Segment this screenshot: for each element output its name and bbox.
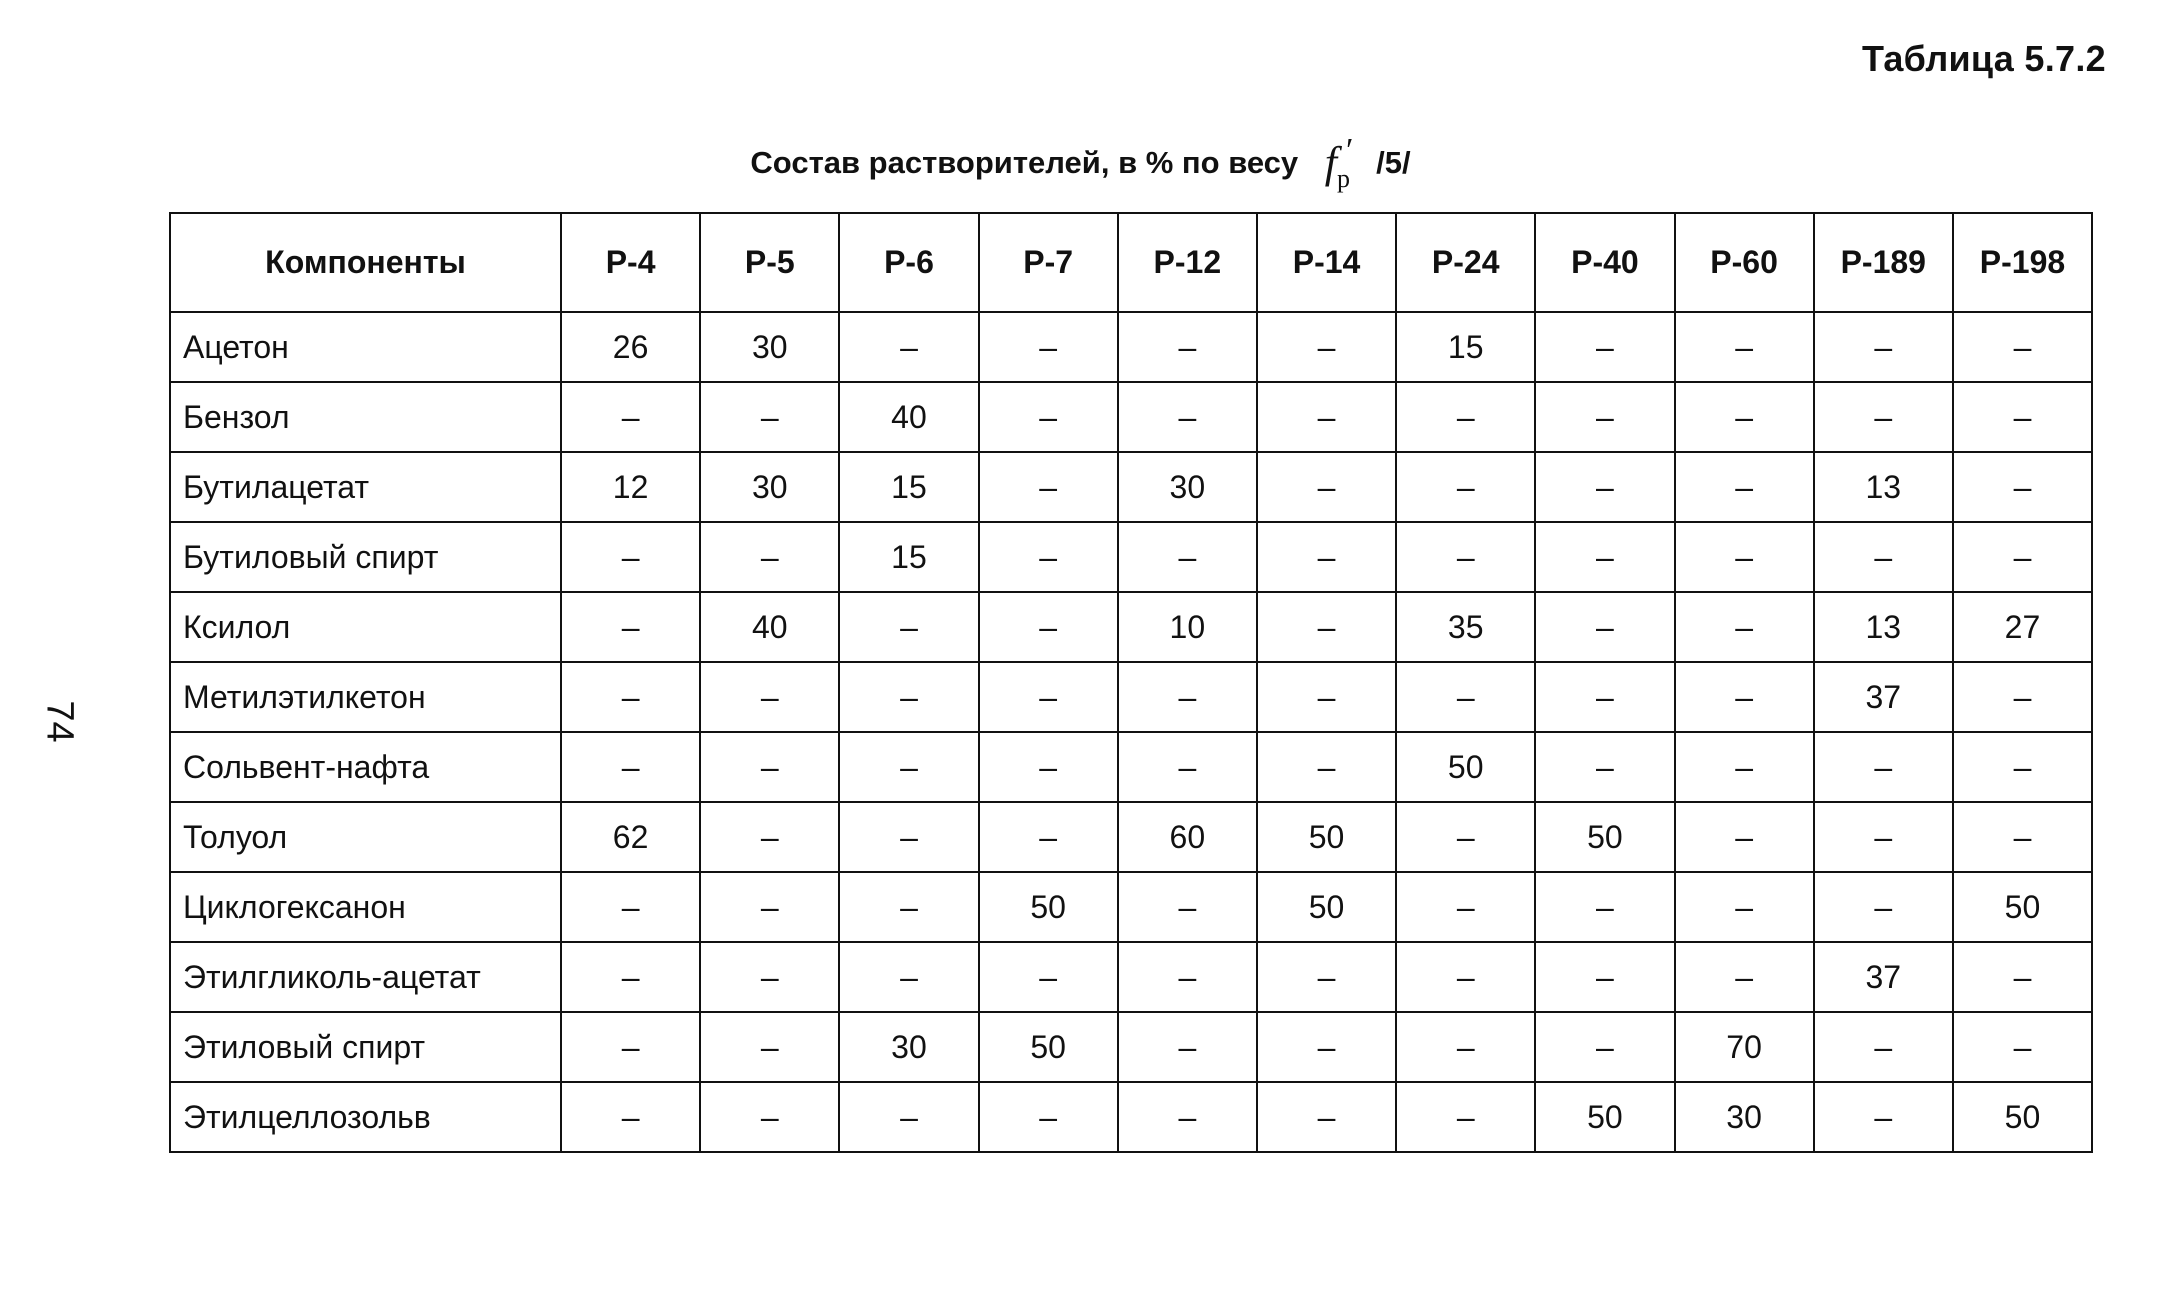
table-body	[170, 312, 2092, 1152]
value-cell: –	[1396, 382, 1535, 452]
value-cell: –	[1814, 802, 1953, 872]
value-cell: 50	[1396, 732, 1535, 802]
value-cell: –	[839, 592, 978, 662]
value-cell: –	[1257, 312, 1396, 382]
value-cell: –	[1953, 1012, 2092, 1082]
value-cell: –	[979, 382, 1118, 452]
value-cell: –	[700, 732, 839, 802]
value-cell: –	[839, 802, 978, 872]
value-cell: –	[1814, 732, 1953, 802]
value-cell: –	[979, 942, 1118, 1012]
value-cell: –	[1257, 1012, 1396, 1082]
value-cell: –	[1953, 312, 2092, 382]
value-cell: –	[1396, 802, 1535, 872]
value-cell: –	[1953, 802, 2092, 872]
value-cell: –	[1535, 1012, 1674, 1082]
table-number: Таблица 5.7.2	[1861, 38, 2106, 79]
value-cell: 15	[839, 522, 978, 592]
value-cell: –	[700, 1082, 839, 1152]
value-cell: 30	[700, 452, 839, 522]
component-name-cell: Циклогексанон	[170, 872, 561, 942]
value-cell: –	[1535, 452, 1674, 522]
value-cell: 26	[561, 312, 700, 382]
table-caption	[0, 128, 2161, 193]
value-cell: –	[1675, 872, 1814, 942]
value-cell: 50	[1257, 802, 1396, 872]
value-cell: –	[1675, 382, 1814, 452]
component-name-cell: Бензол	[170, 382, 561, 452]
component-name-cell: Этилгликоль-ацетат	[170, 942, 561, 1012]
value-cell: –	[839, 312, 978, 382]
value-cell: –	[1953, 452, 2092, 522]
value-cell: –	[1535, 872, 1674, 942]
value-cell: –	[1535, 662, 1674, 732]
value-cell: –	[561, 1012, 700, 1082]
value-cell: 50	[1257, 872, 1396, 942]
value-cell: 70	[1675, 1012, 1814, 1082]
value-cell: –	[1118, 312, 1257, 382]
value-cell: 30	[839, 1012, 978, 1082]
value-cell: 10	[1118, 592, 1257, 662]
column-header: Р-189	[1814, 213, 1953, 312]
table-row	[170, 872, 2092, 942]
value-cell: –	[1535, 522, 1674, 592]
value-cell: –	[1396, 872, 1535, 942]
value-cell: –	[979, 732, 1118, 802]
value-cell: 50	[1953, 872, 2092, 942]
formula-subscript: р	[1337, 164, 1351, 193]
table-row	[170, 1012, 2092, 1082]
table-row	[170, 1082, 2092, 1152]
column-header: Р-40	[1535, 213, 1674, 312]
component-name-cell: Сольвент-нафта	[170, 732, 561, 802]
value-cell: –	[700, 802, 839, 872]
value-cell: –	[1814, 522, 1953, 592]
value-cell: –	[700, 942, 839, 1012]
value-cell: –	[979, 802, 1118, 872]
value-cell: –	[1953, 522, 2092, 592]
value-cell: –	[1814, 872, 1953, 942]
column-header-components: Компоненты	[170, 213, 561, 312]
column-header: Р-6	[839, 213, 978, 312]
value-cell: 50	[979, 1012, 1118, 1082]
value-cell: –	[1118, 522, 1257, 592]
value-cell: –	[979, 452, 1118, 522]
value-cell: –	[979, 312, 1118, 382]
table-header-row	[170, 213, 2092, 312]
component-name-cell: Этиловый спирт	[170, 1012, 561, 1082]
value-cell: –	[1675, 592, 1814, 662]
value-cell: –	[561, 522, 700, 592]
caption-reference: /5/	[1376, 145, 1411, 180]
value-cell: –	[700, 522, 839, 592]
value-cell: –	[1953, 942, 2092, 1012]
value-cell: 15	[1396, 312, 1535, 382]
value-cell: –	[979, 1082, 1118, 1152]
value-cell: –	[1953, 662, 2092, 732]
value-cell: –	[561, 382, 700, 452]
value-cell: –	[1675, 802, 1814, 872]
table-row	[170, 312, 2092, 382]
column-header: Р-60	[1675, 213, 1814, 312]
value-cell: –	[1396, 1012, 1535, 1082]
value-cell: 62	[561, 802, 700, 872]
value-cell: –	[1675, 452, 1814, 522]
value-cell: –	[1675, 662, 1814, 732]
value-cell: 30	[1675, 1082, 1814, 1152]
value-cell: 50	[1535, 802, 1674, 872]
value-cell: –	[1396, 452, 1535, 522]
column-header: Р-7	[979, 213, 1118, 312]
column-header: Р-14	[1257, 213, 1396, 312]
table-row	[170, 522, 2092, 592]
component-name-cell: Ацетон	[170, 312, 561, 382]
value-cell: –	[561, 872, 700, 942]
value-cell: –	[979, 662, 1118, 732]
value-cell: –	[700, 382, 839, 452]
value-cell: 13	[1814, 592, 1953, 662]
value-cell: 37	[1814, 662, 1953, 732]
value-cell: –	[979, 522, 1118, 592]
value-cell: –	[1675, 312, 1814, 382]
value-cell: –	[1814, 382, 1953, 452]
value-cell: –	[1257, 522, 1396, 592]
value-cell: –	[561, 662, 700, 732]
value-cell: 13	[1814, 452, 1953, 522]
column-header: Р-12	[1118, 213, 1257, 312]
table-row	[170, 662, 2092, 732]
value-cell: –	[561, 1082, 700, 1152]
value-cell: –	[1675, 942, 1814, 1012]
value-cell: –	[1396, 662, 1535, 732]
caption-formula	[1324, 132, 1354, 193]
formula-prime: ′	[1346, 132, 1354, 169]
value-cell: –	[561, 732, 700, 802]
page-number: 74	[38, 700, 81, 743]
table-row	[170, 802, 2092, 872]
table-row	[170, 382, 2092, 452]
component-name-cell: Метилэтилкетон	[170, 662, 561, 732]
table-row	[170, 942, 2092, 1012]
value-cell: 60	[1118, 802, 1257, 872]
value-cell: –	[700, 662, 839, 732]
value-cell: 40	[700, 592, 839, 662]
formula-base: f	[1324, 138, 1338, 187]
component-name-cell: Бутилацетат	[170, 452, 561, 522]
value-cell: –	[1118, 662, 1257, 732]
value-cell: –	[1396, 942, 1535, 1012]
column-header: Р-24	[1396, 213, 1535, 312]
solvents-table	[169, 212, 2093, 1153]
value-cell: –	[1118, 942, 1257, 1012]
value-cell: –	[1814, 1082, 1953, 1152]
column-header: Р-198	[1953, 213, 2092, 312]
value-cell: –	[839, 942, 978, 1012]
value-cell: –	[839, 732, 978, 802]
value-cell: –	[1118, 732, 1257, 802]
value-cell: –	[1535, 312, 1674, 382]
component-name-cell: Бутиловый спирт	[170, 522, 561, 592]
value-cell: –	[1257, 592, 1396, 662]
column-header: Р-4	[561, 213, 700, 312]
value-cell: 30	[700, 312, 839, 382]
value-cell: 30	[1118, 452, 1257, 522]
table-row	[170, 592, 2092, 662]
value-cell: –	[839, 872, 978, 942]
value-cell: –	[839, 662, 978, 732]
value-cell: –	[1257, 662, 1396, 732]
value-cell: –	[1396, 1082, 1535, 1152]
value-cell: –	[979, 592, 1118, 662]
value-cell: 15	[839, 452, 978, 522]
value-cell: 27	[1953, 592, 2092, 662]
value-cell: 37	[1814, 942, 1953, 1012]
value-cell: –	[561, 942, 700, 1012]
value-cell: –	[1118, 1012, 1257, 1082]
value-cell: –	[1257, 452, 1396, 522]
table-row	[170, 732, 2092, 802]
value-cell: –	[561, 592, 700, 662]
value-cell: 12	[561, 452, 700, 522]
caption-text: Состав растворителей, в % по весу	[750, 145, 1299, 180]
column-header: Р-5	[700, 213, 839, 312]
value-cell: –	[1118, 872, 1257, 942]
table-row	[170, 452, 2092, 522]
value-cell: –	[1535, 382, 1674, 452]
value-cell: 40	[839, 382, 978, 452]
value-cell: –	[700, 872, 839, 942]
value-cell: 50	[1953, 1082, 2092, 1152]
component-name-cell: Толуол	[170, 802, 561, 872]
value-cell: –	[1118, 382, 1257, 452]
value-cell: –	[1675, 522, 1814, 592]
value-cell: –	[1535, 592, 1674, 662]
value-cell: –	[1814, 1012, 1953, 1082]
value-cell: –	[1396, 522, 1535, 592]
value-cell: –	[1535, 942, 1674, 1012]
value-cell: –	[1535, 732, 1674, 802]
value-cell: –	[1814, 312, 1953, 382]
value-cell: –	[700, 1012, 839, 1082]
value-cell: 50	[1535, 1082, 1674, 1152]
value-cell: –	[1257, 382, 1396, 452]
value-cell: 50	[979, 872, 1118, 942]
value-cell: –	[1675, 732, 1814, 802]
value-cell: –	[1118, 1082, 1257, 1152]
value-cell: –	[839, 1082, 978, 1152]
value-cell: –	[1257, 1082, 1396, 1152]
value-cell: –	[1257, 942, 1396, 1012]
value-cell: –	[1953, 382, 2092, 452]
component-name-cell: Ксилол	[170, 592, 561, 662]
component-name-cell: Этилцеллозольв	[170, 1082, 561, 1152]
value-cell: –	[1953, 732, 2092, 802]
value-cell: 35	[1396, 592, 1535, 662]
value-cell: –	[1257, 732, 1396, 802]
